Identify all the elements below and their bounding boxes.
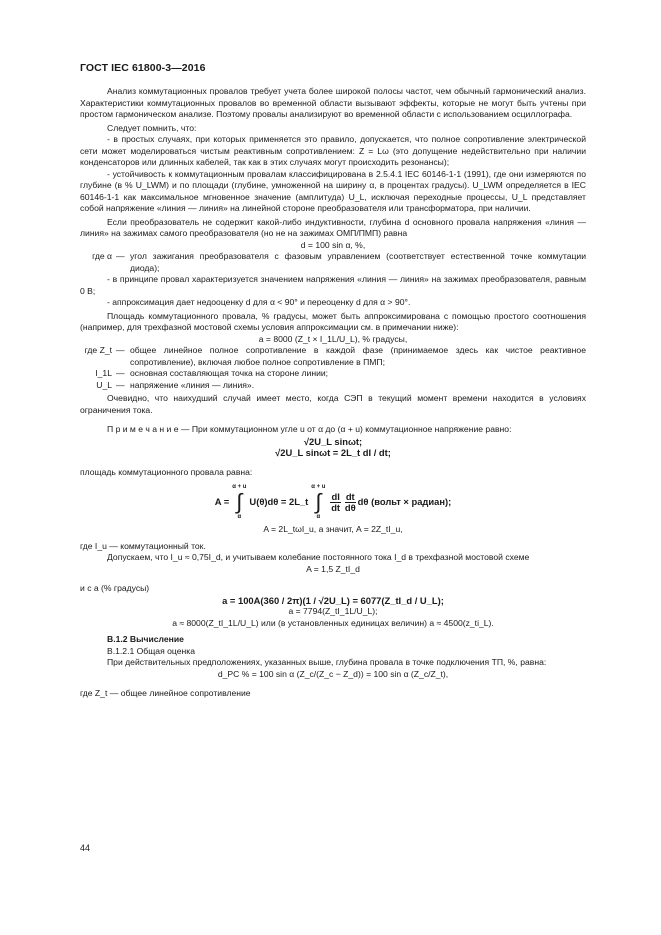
definition-text: основная составляющая точка на стороне линии; xyxy=(130,368,329,378)
paragraph: Площадь коммутационного провала, % градусы, может быть аппроксимирована с помощью простого соотношения (например, для трехфазной мостовой схемы условия аппроксимации см. в примечании ниже): xyxy=(80,310,586,332)
definition-symbol: где Z_t xyxy=(84,345,112,355)
formula-depth: d = 100 sin α, %, xyxy=(300,239,366,250)
paragraph: - аппроксимация дает недооценку d для α < 90° и переоценку d для α > 90°. xyxy=(107,297,411,307)
integral-sign-2: α + u ∫ α xyxy=(311,484,326,520)
integral-lower-limit: α xyxy=(237,514,242,520)
fraction-numerator: dI xyxy=(331,490,340,502)
fraction-numerator: dt xyxy=(345,490,355,502)
section-title: В.1.2 Вычисление xyxy=(107,634,184,644)
paragraph: Анализ коммутационных провалов требует учета более широкой полосы частот, чем обычный гармонический анализ. Характеристики коммутационных провалов во временной области вызывают эффекты, которые не могут быть учтены при простом гармоническом анализе. Поэтому провалы анализируют во временной области с использованием осциллографа. xyxy=(80,86,586,119)
definition-symbol: U_L xyxy=(96,379,112,390)
definition-symbol: I_1L xyxy=(95,368,112,378)
fraction-denominator: dt xyxy=(331,501,341,513)
paragraph: и с a (% градусы) xyxy=(80,583,150,593)
formula-a-8000: a ≈ 8000(Z_tI_1L/U_L) или (в установленных единицах величин) a ≈ 4500(z_ti_L). xyxy=(172,617,494,628)
formula-inductance: √2U_L sinωt = 2L_t dI / dt; xyxy=(275,447,391,458)
formula-a-7794: a = 7794(Z_tI_1L/U_L); xyxy=(288,606,378,616)
definition-ul: U_L — напряжение «линия — линия». xyxy=(80,380,586,392)
note: П р и м е ч а н и е — При коммутационном угле u от α до (α + u) коммутационное напряжение равно: xyxy=(107,424,512,434)
definition-alpha: где α — угол зажигания преобразователя с фазовым управлением (соответствует естественной точке коммутации диода); xyxy=(80,251,586,274)
definition-text: общее линейное полное сопротивление в каждой фазе (принимаемое здесь как чистое реактивное сопротивление), включая любое полное сопротивление в ПМП; xyxy=(130,345,586,367)
subsection-title: В.1.2.1 Общая оценка xyxy=(107,645,195,656)
integral-rhs: dθ (вольт × радиан); xyxy=(357,496,452,508)
formula-commutation-voltage: √2U_L sinωt; xyxy=(303,435,363,447)
formula-a-id: A = 1,5 Z_tI_d xyxy=(306,563,360,574)
paragraph: - устойчивость к коммутационным провалам классифицирована в 2.5.4.1 IEC 60146-1-1 (1991), где они измеряются по глубине (в % U_LWM) и по площади (глубине, умноженной на ширину α, в процентах градусы). U_LWM определяется в IEC 60146-1-1 как максимальное мгновенное значение (амплитуда) U_L, исключая переходные процессы, U_L представляет собой напряжение «линия — линия» на линейной стороне преобразователя или трансформатора, при наличии. xyxy=(80,168,586,213)
definition-symbol: где α xyxy=(92,251,112,261)
formula-area: a = 8000 (Z_t × I_1L/U_L), % градусы, xyxy=(258,333,408,344)
paragraph: Если преобразователь не содержит какой-либо индуктивности, глубина d основного провала напряжения «линия — линия» на зажимах самого преобразователя (но не на зажимах ОМП/ПМП) равна xyxy=(80,216,586,238)
paragraph: Следует помнить, что: xyxy=(107,122,197,133)
paragraph: площадь коммутационного провала равна: xyxy=(80,466,253,477)
paragraph: Очевидно, что наихудший случай имеет место, когда СЭП в текущий момент времени находится в условиях ограничения тока. xyxy=(80,393,586,415)
paragraph: При действительных предположениях, указанных выше, глубина провала в точке подключения ТП, %, равна: xyxy=(107,657,547,667)
integral-upper-limit: α + u xyxy=(232,484,247,490)
fraction-di-dt xyxy=(330,492,340,513)
paragraph: Допускаем, что I_u ≈ 0,75I_d, и учитываем колебание постоянного тока I_d в трехфазной мостовой схеме xyxy=(107,552,530,562)
page-number: 44 xyxy=(80,843,91,853)
fraction-dt-dtheta xyxy=(345,492,356,513)
document-body xyxy=(80,86,586,700)
definition-zt: где Z_t — общее линейное полное сопротивление в каждой фазе (принимаемое здесь как чистое реактивное сопротивление), включая любое полное сопротивление в ПМП; xyxy=(80,345,586,368)
integral-upper-limit: α + u xyxy=(311,484,326,490)
integral-sign-1: α + u ∫ α xyxy=(232,484,247,520)
integral-lhs: A = xyxy=(214,496,230,508)
definition-text: угол зажигания преобразователя с фазовым управлением (соответствует естественной точке коммутации диода); xyxy=(130,251,586,273)
definition-iu: где I_u — коммутационный ток. xyxy=(80,540,206,551)
paragraph: - в принципе провал характеризуется значением напряжения «линия — линия» на зажимах преобразователя, равным 0 В; xyxy=(80,274,586,296)
definition-i1l: I_1L — основная составляющая точка на стороне линии; xyxy=(80,368,586,380)
formula-a-percent: a = 100A(360 / 2π)(1 / √2U_L) = 6077(Z_tI_d / U_L); xyxy=(222,594,444,606)
formula-area-result: A = 2L_tωI_u, а значит, A = 2Z_tI_u, xyxy=(263,524,403,534)
document-header: ГОСТ IEC 61800-3—2016 xyxy=(80,62,206,74)
fraction-denominator: dθ xyxy=(344,501,356,513)
definition-text: напряжение «линия — линия». xyxy=(130,379,255,390)
formula-integral xyxy=(80,483,586,521)
integral-lower-limit: α xyxy=(316,514,321,520)
paragraph: - в простых случаях, при которых применяется это правило, допускается, что полное сопротивление электрической сети может моделироваться чистым реактивным сопротивлением: Z = Lω (это допущение недействительно при наличии конденсаторов или длинных кабелей, так как в этих случаях могут происходить резонансы); xyxy=(80,134,586,167)
formula-dpc: d_PC % = 100 sin α (Z_c/(Z_c − Z_d)) = 100 sin α (Z_c/Z_t), xyxy=(217,668,449,679)
integral-middle: U(θ)dθ = 2L_t xyxy=(249,496,309,508)
definition-zt2: где Z_t — общее линейное сопротивление xyxy=(80,688,251,698)
